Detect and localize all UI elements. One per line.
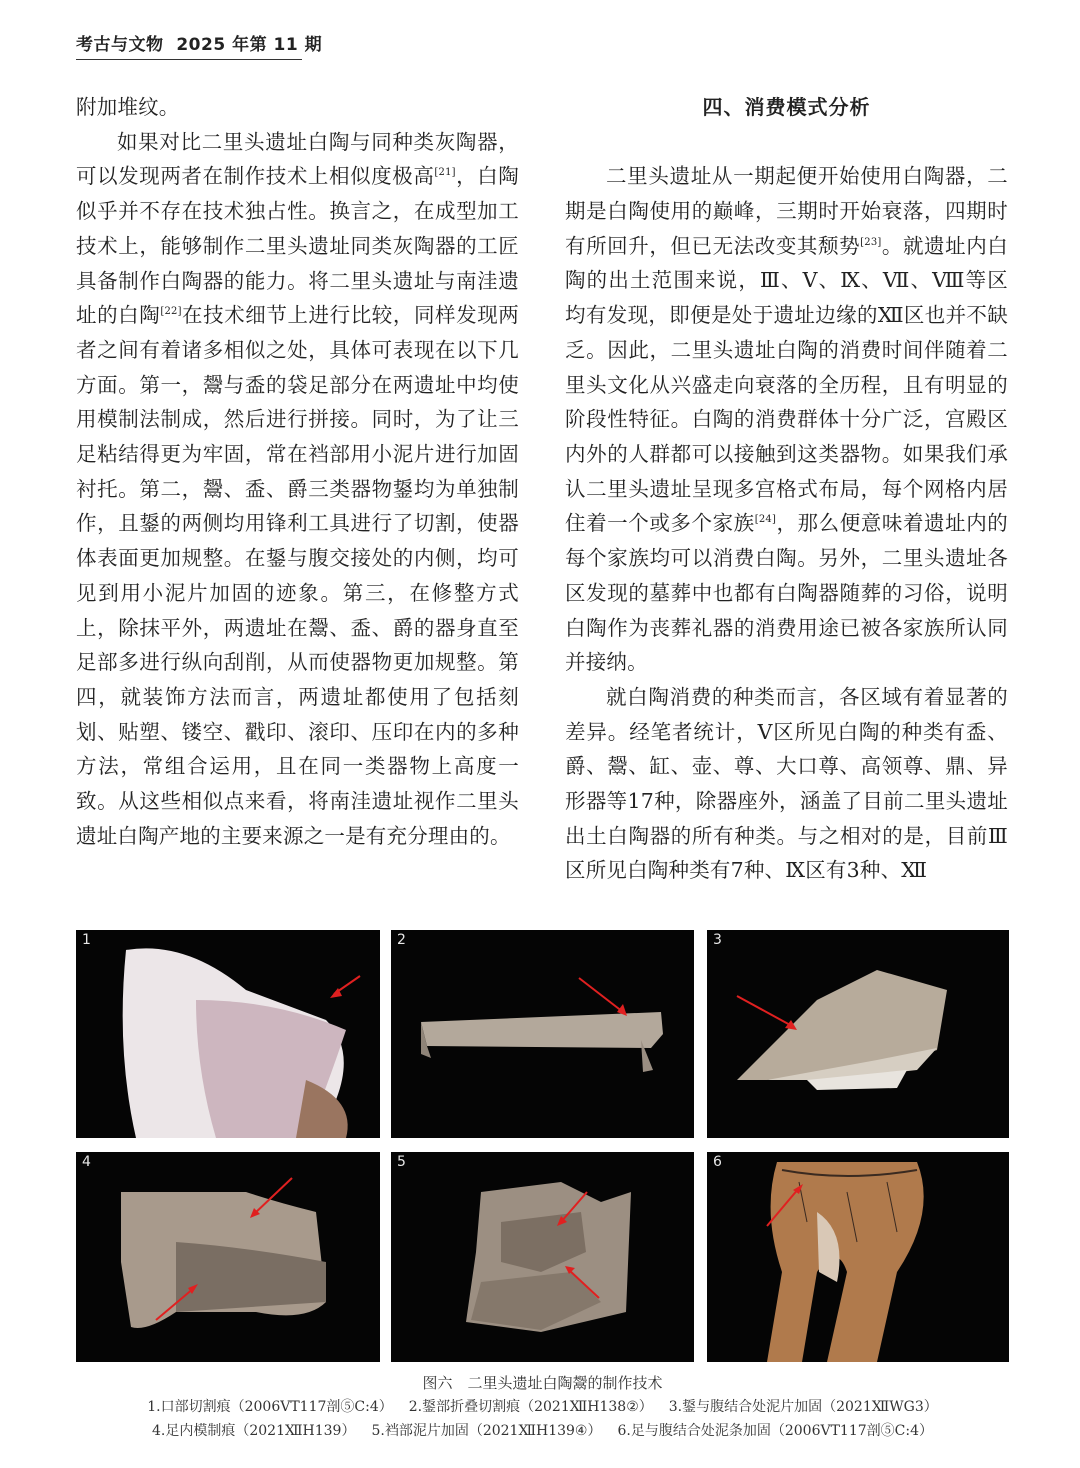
caption-item: 5.裆部泥片加固（2021ⅫH139④）	[371, 1423, 602, 1439]
running-header	[76, 30, 323, 60]
body-fragment-image	[707, 930, 1009, 1138]
figure-caption-line-1	[76, 1396, 1009, 1416]
crotch-patch-image	[391, 1152, 694, 1362]
foot-belly-join-image	[707, 1152, 1009, 1362]
photo-number: 3	[713, 932, 722, 948]
vessel-rim-image	[76, 930, 380, 1138]
figure-photo-4	[76, 1152, 380, 1362]
figure-photo-2	[391, 930, 694, 1138]
figure-photo-3	[707, 930, 1009, 1138]
caption-item: 4.足内模制痕（2021ⅫH139）	[152, 1423, 356, 1439]
issue-number: 2025 年第 11 期	[176, 35, 323, 55]
figure-photo-6	[707, 1152, 1009, 1362]
figure-photo-5	[391, 1152, 694, 1362]
foot-mold-image	[76, 1152, 380, 1362]
photo-number: 1	[82, 932, 91, 948]
paragraph: 如果对比二里头遗址白陶与同种类灰陶器，可以发现两者在制作技术上相似度极高[21]，白陶似乎并不存在技术独占性。换言之，在成型加工技术上，能够制作二里头遗址同类灰陶器的工匠具备制作白陶器的能力。将二里头遗址与南洼遗址的白陶[22]在技术细节上进行比较，同样发现两者之间有着诸多相似之处，具体可表现在以下几方面。第一，鬶与盉的袋足部分在两遗址中均使用模制法制成，然后进行拼接。同时，为了让三足粘结得更为牢固，常在裆部用小泥片进行加固衬托。第二，鬶、盉、爵三类器物鋬均为单独制作，且鋬的两侧均用锋利工具进行了切割，使器体表面更加规整。在鋬与腹交接处的内侧，均可见到用小泥片加固的迹象。第三，在修整方式上，除抹平外，两遗址在鬶、盉、爵的器身直至足部多进行纵向刮削，从而使器物更加规整。第四，就装饰方法而言，两遗址都使用了包括刻划、贴塑、镂空、戳印、滚印、压印在内的多种方法，常组合运用，且在同一类器物上高度一致。从这些相似点来看，将南洼遗址视作二里头遗址白陶产地的主要来源之一是有充分理由的。	[76, 129, 519, 848]
journal-name: 考古与文物	[76, 35, 164, 55]
paragraph: 就白陶消费的种类而言，各区域有着显著的差异。经笔者统计，Ⅴ区所见白陶的种类有盉、爵、鬶、缸、壶、尊、大口尊、高领尊、鼎、异形器等17种，除器座外，涵盖了目前二里头遗址出土白陶器的所有种类。与之相对的是，目前Ⅲ区所见白陶种类有7种、Ⅸ区有3种、Ⅻ	[565, 684, 1008, 883]
figure-title: 图六 二里头遗址白陶鬶的制作技术	[422, 1374, 663, 1392]
caption-item: 6.足与腹结合处泥条加固（2006VT117剖⑤C:4）	[617, 1423, 933, 1439]
citation-ref[interactable]: [21]	[434, 167, 456, 179]
photo-number: 4	[82, 1154, 91, 1170]
photo-number: 6	[713, 1154, 722, 1170]
citation-ref[interactable]: [23]	[860, 236, 882, 248]
figure-photo-1	[76, 930, 380, 1138]
paragraph: 附加堆纹。	[76, 95, 180, 119]
right-column	[565, 90, 1008, 888]
handle-fragment-image	[391, 930, 694, 1138]
paragraph: 二里头遗址从一期起便开始使用白陶器，二期是白陶使用的巅峰，三期时开始衰落，四期时有所回升，但已无法改变其颓势[23]。就遗址内白陶的出土范围来说，Ⅲ、Ⅴ、Ⅸ、Ⅶ、Ⅷ等区均有发现，即便是处于遗址边缘的Ⅻ区也并不缺乏。因此，二里头遗址白陶的消费时间伴随着二里头文化从兴盛走向衰落的全历程，且有明显的阶段性特征。白陶的消费群体十分广泛，宫殿区内外的人群都可以接触到这类器物。如果我们承认二里头遗址呈现多宫格式布局，每个网格内居住着一个或多个家族[24]，那么便意味着遗址内的每个家族均可以消费白陶。另外，二里头遗址各区发现的墓葬中也都有白陶器随葬的习俗，说明白陶作为丧葬礼器的消费用途已被各家族所认同并接纳。	[565, 164, 1008, 675]
photo-number: 2	[397, 932, 406, 948]
caption-item: 3.鋬与腹结合处泥片加固（2021ⅫWG3）	[668, 1399, 938, 1415]
citation-ref[interactable]: [22]	[160, 306, 182, 318]
caption-item: 1.口部切割痕（2006VT117剖⑤C:4）	[147, 1399, 393, 1415]
caption-item: 2.鋬部折叠切割痕（2021ⅫH138②）	[408, 1399, 653, 1415]
photo-number: 5	[397, 1154, 406, 1170]
figure-caption-line-2	[76, 1420, 1009, 1440]
left-column	[76, 90, 519, 853]
section-title: 四、消费模式分析	[702, 95, 871, 119]
citation-ref[interactable]: [24]	[754, 514, 777, 526]
